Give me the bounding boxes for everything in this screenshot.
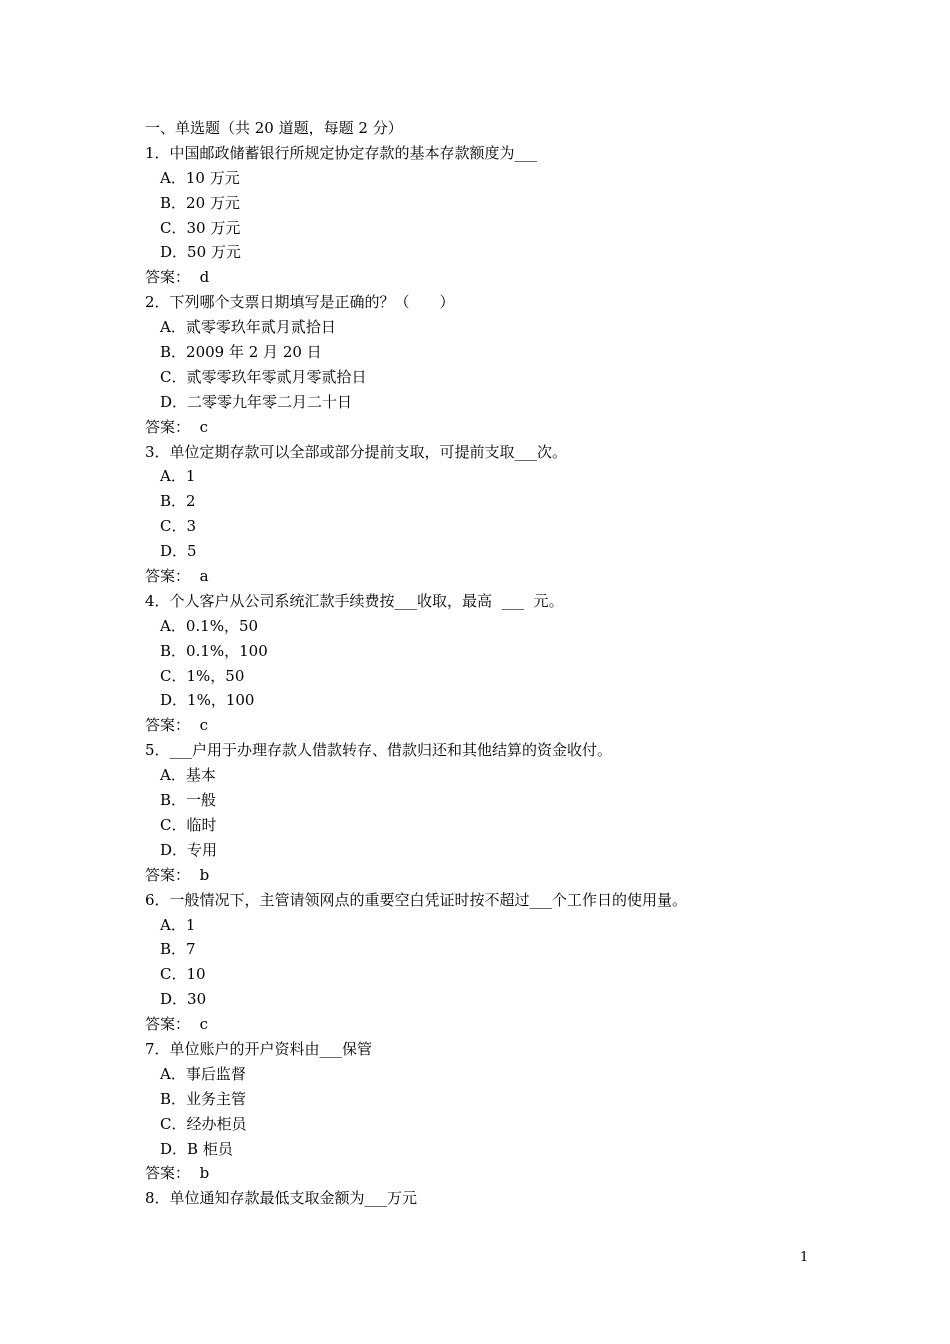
answer-value: d xyxy=(199,268,210,287)
question-text: 1．中国邮政储蓄银行所规定协定存款的基本存款额度为___ xyxy=(145,143,538,162)
question-text: 8．单位通知存款最低支取金额为___万元 xyxy=(145,1189,418,1208)
question-option: D．5 xyxy=(160,542,197,561)
question-text: 4．个人客户从公司系统汇款手续费按___收取，最高 ___ 元。 xyxy=(145,591,564,610)
question-option: A．1 xyxy=(160,467,196,486)
question-option: C．3 xyxy=(160,517,197,536)
question-option: C．贰零零玖年零贰月零贰拾日 xyxy=(160,367,367,386)
answer-label: 答案： xyxy=(145,567,191,586)
question-option: A．事后监督 xyxy=(160,1064,246,1083)
answer-value: b xyxy=(199,865,210,884)
answer-line xyxy=(145,265,845,290)
question-option: D．30 xyxy=(160,990,207,1009)
question-option: D．二零零九年零二月二十日 xyxy=(160,392,353,411)
question-option: A．基本 xyxy=(160,766,216,785)
question-option: C．30 万元 xyxy=(160,218,241,237)
answer-line xyxy=(145,415,845,440)
answer-value: a xyxy=(199,567,209,586)
answer-line xyxy=(145,863,845,888)
answer-label: 答案： xyxy=(145,268,191,287)
answer-value: c xyxy=(199,716,208,735)
question-option: A．贰零零玖年贰月贰拾日 xyxy=(160,318,336,337)
page-number: 1 xyxy=(800,1250,809,1265)
answer-line xyxy=(145,1012,845,1037)
question-option: B．7 xyxy=(160,940,196,959)
question-option: B．业务主管 xyxy=(160,1089,247,1108)
question-text: 3．单位定期存款可以全部或部分提前支取，可提前支取___次。 xyxy=(145,442,568,461)
question-option: D．1%，100 xyxy=(160,691,255,710)
question-text: 5．___户用于办理存款人借款转存、借款归还和其他结算的资金收付。 xyxy=(145,741,613,760)
question-option: B．0.1%，100 xyxy=(160,641,268,660)
question-text: 2．下列哪个支票日期填写是正确的？（ ） xyxy=(145,293,455,312)
question-text: 7．单位账户的开户资料由___保管 xyxy=(145,1039,373,1058)
question-option: A．0.1%，50 xyxy=(160,616,259,635)
question-option: D．专用 xyxy=(160,840,218,859)
question-option: B．20 万元 xyxy=(160,193,240,212)
question-option: B．2009 年 2 月 20 日 xyxy=(160,343,322,362)
document-content xyxy=(145,116,845,1211)
question-option: D．50 万元 xyxy=(160,243,241,262)
question-option: C．临时 xyxy=(160,815,217,834)
answer-label: 答案： xyxy=(145,716,191,735)
question-option: D．B 柜员 xyxy=(160,1139,233,1158)
answer-value: b xyxy=(199,1164,210,1183)
answer-line xyxy=(145,713,845,738)
answer-line xyxy=(145,564,845,589)
question-option: B．一般 xyxy=(160,791,217,810)
question-option: A．1 xyxy=(160,915,196,934)
question-option: A．10 万元 xyxy=(160,168,240,187)
answer-label: 答案： xyxy=(145,417,191,436)
answer-label: 答案： xyxy=(145,1015,191,1034)
question-option: C．1%，50 xyxy=(160,666,245,685)
question-option: B．2 xyxy=(160,492,196,511)
answer-label: 答案： xyxy=(145,1164,191,1183)
section-title: 一、单选题（共 20 道题，每题 2 分） xyxy=(145,119,403,137)
question-text: 6．一般情况下，主管请领网点的重要空白凭证时按不超过___个工作日的使用量。 xyxy=(145,890,688,909)
question-option: C．10 xyxy=(160,965,206,984)
answer-value: c xyxy=(199,417,208,436)
question-option: C．经办柜员 xyxy=(160,1114,247,1133)
answer-label: 答案： xyxy=(145,865,191,884)
answer-line xyxy=(145,1161,845,1186)
answer-value: c xyxy=(199,1015,208,1034)
